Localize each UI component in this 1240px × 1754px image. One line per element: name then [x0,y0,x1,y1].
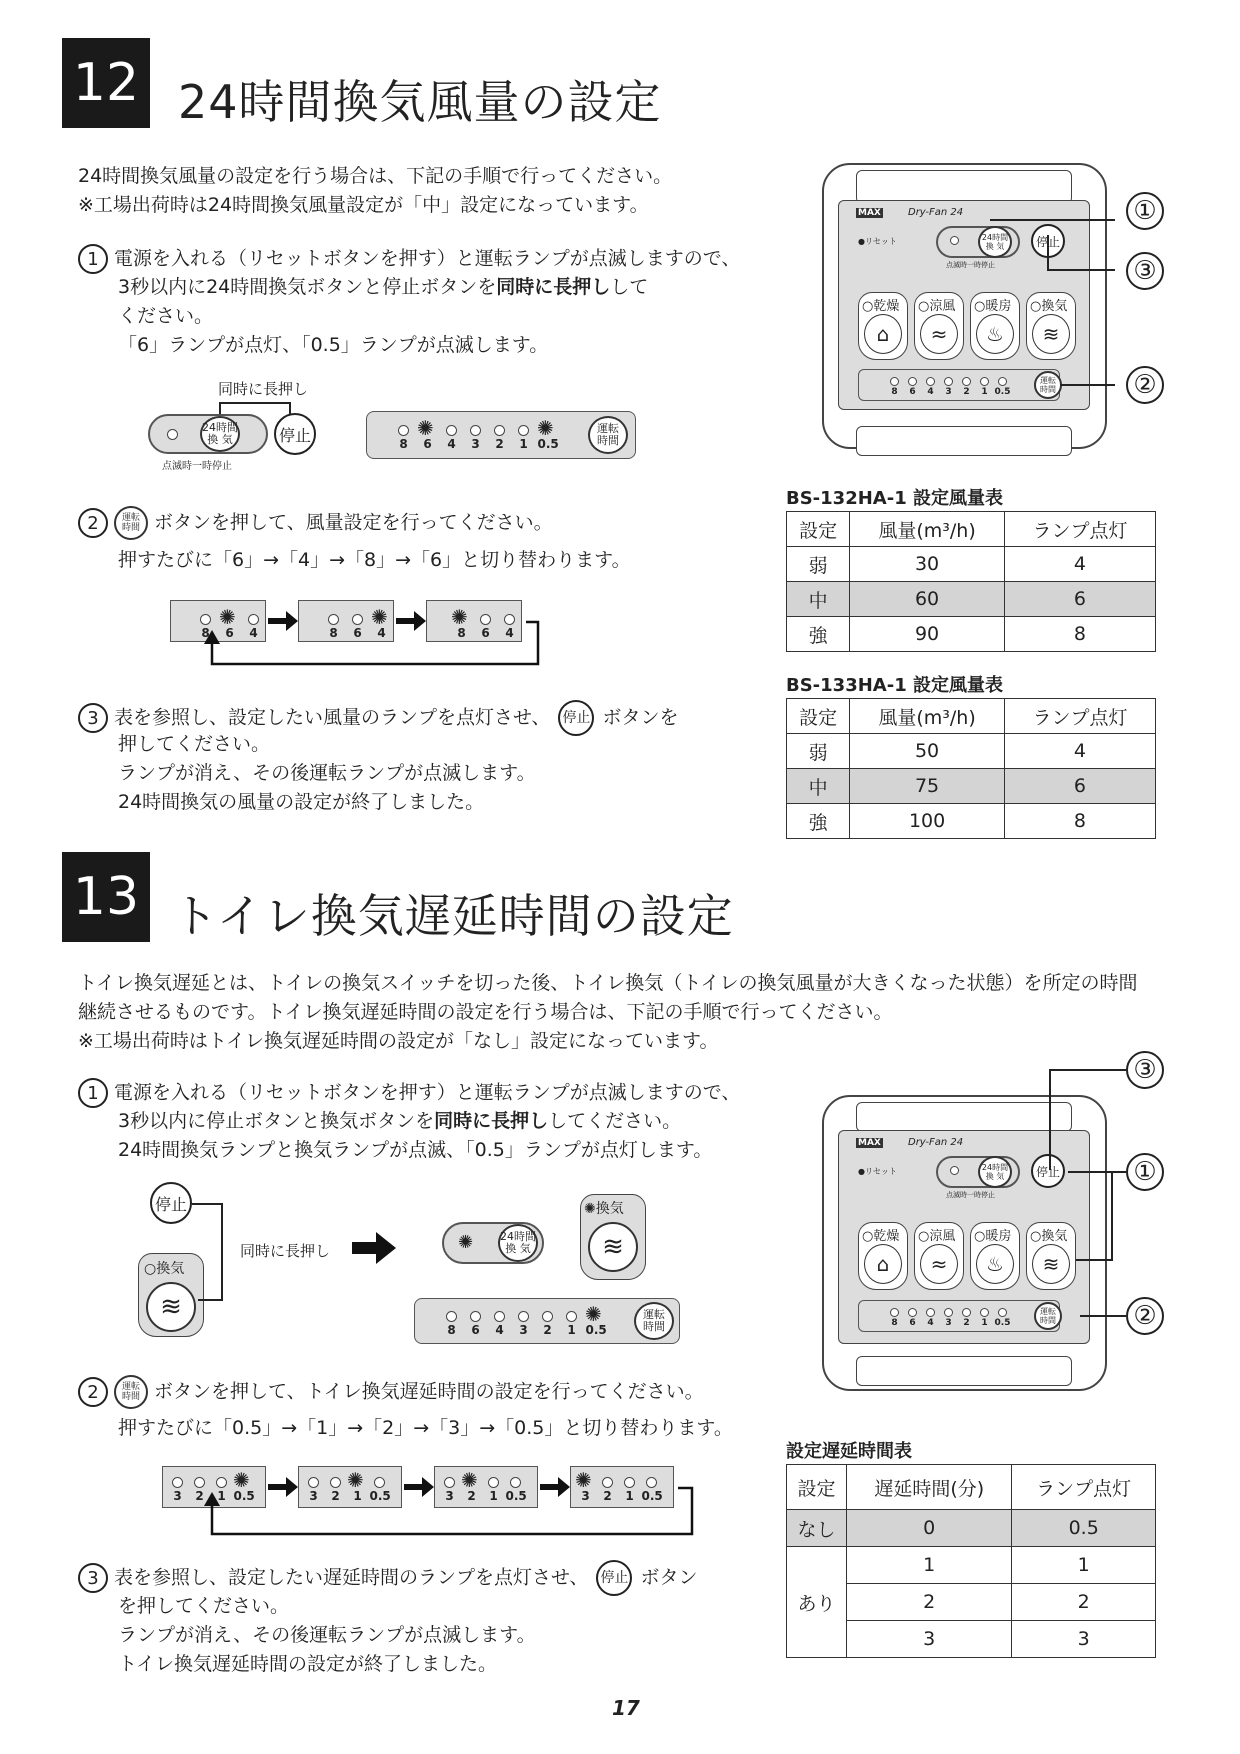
panel-slot-bottom [856,426,1072,456]
step-text: 3秒以内に24時間換気ボタンと停止ボタンを同時に長押しして [118,276,649,298]
lamp-label: 4 [505,626,514,640]
table-title: BS-132HA-1 設定風量表 [786,488,1003,509]
lamp [446,1311,457,1322]
lamp-label: 2 [195,1489,204,1503]
table-cell: 中 [787,582,850,617]
mode-label: ○涼風 [918,299,956,314]
table-cell: 3 [1012,1621,1156,1658]
lamp [944,1308,953,1317]
lamp [998,1308,1007,1317]
lamp-label: 8 [891,1318,898,1328]
lamp-label: 1 [353,1489,362,1503]
lamp-lit-icon: ✺ [537,416,554,440]
lamp-label: 2 [963,387,970,397]
mode-icon: ⌂ [864,1244,902,1284]
lamp [566,1311,577,1322]
runtime-button[interactable]: 運転 時間 [588,416,628,454]
intro-text: トイレ換気遅延とは、トイレの換気スイッチを切った後、トイレ換気（トイレの換気風量が大きくなった状態）を所定の時間 [78,972,1138,994]
lamp-label: 1 [981,387,988,397]
intro-note: ※工場出荷時は24時間換気風量設定が「中」設定になっています。 [78,194,649,216]
mode-icon: ⌂ [864,314,902,354]
callout-3: ③ [1126,1051,1164,1089]
lamp-label: 1 [519,437,528,451]
table-title: BS-133HA-1 設定風量表 [786,675,1003,696]
lamp-lit-icon: ✺ [371,605,388,629]
reset-label: ●リセット [858,1167,897,1176]
lamp-label: 8 [891,387,898,397]
airflow-table-132 [786,511,1156,652]
stop-button[interactable]: 停止 [150,1182,192,1224]
table-row [787,547,1156,582]
lamp-label: 4 [927,387,934,397]
lamp [890,377,899,386]
table-header: ランプ点灯 [1004,512,1155,547]
mode-label: ○換気 [1030,1229,1068,1244]
lamp [980,377,989,386]
table-cell: 6 [1004,769,1155,804]
blink-stop-label: 点滅時一時停止 [946,1191,995,1199]
step-1: 1 電源を入れる（リセットボタンを押す）と運転ランプが点滅しますので、 [78,1078,740,1108]
lamp-label: 6 [225,626,234,640]
table-cell: 強 [787,617,850,652]
lamp-label: 3 [471,437,480,451]
step-text: ランプが消え、その後運転ランプが点滅します。 [118,1624,536,1646]
table-cell: 4 [1004,734,1155,769]
lamp-lit-icon: ✺ [347,1468,364,1492]
table-row [787,804,1156,839]
table-cell: 30 [850,547,1005,582]
btn-24h[interactable]: 24時間 換 気 [200,416,240,452]
intro-text: 継続させるものです。トイレ換気遅延時間の設定を行う場合は、下記の手順で行ってください。 [78,1001,893,1023]
table-row [787,1510,1156,1547]
callout-2: ② [1126,366,1164,404]
lamp-label: 1 [489,1489,498,1503]
step-text: ボタンを押して、風量設定を行ってください。 [154,511,553,534]
lamp [518,425,529,436]
runtime-button[interactable]: 運転 時間 [634,1302,674,1340]
lamp-label: 0.5 [537,437,559,451]
lamp-label: 0.5 [994,1318,1011,1328]
table-cell: あり [787,1547,847,1658]
arrow-icon [352,1232,398,1264]
step-text: 押すたびに「0.5」→「1」→「2」→「3」→「0.5」と切り替わります。 [118,1417,733,1439]
step-text: ランプが消え、その後運転ランプが点滅します。 [118,762,536,784]
lamp [518,1311,529,1322]
lamp-label: 8 [447,1323,456,1337]
table-cell: 弱 [787,734,850,769]
step-1 [78,244,740,274]
table-cell: 0.5 [1012,1510,1156,1547]
intro-note: ※工場出荷時はトイレ換気遅延時間の設定が「なし」設定になっています。 [78,1030,719,1052]
lamp-label: 6 [481,626,490,640]
loop-arrow [200,1480,700,1540]
page-number: 17 [612,1696,640,1720]
lamp [950,236,959,245]
lamp-label: 2 [495,437,504,451]
lamp [542,1311,553,1322]
lamp-label: 1 [981,1318,988,1328]
lamp-label: 0.5 [505,1489,527,1503]
mode-label: ○暖房 [974,1229,1012,1244]
mode-label: ○涼風 [918,1229,956,1244]
btn-24h[interactable]: 24時間 換 気 [978,226,1012,258]
lamp-label: 2 [603,1489,612,1503]
table-cell: 1 [847,1547,1012,1584]
stop-button[interactable]: 停止 [1031,1154,1065,1188]
lamp-lit-icon: ✺ [451,605,468,629]
table-header: 設定 [787,1465,847,1510]
step-3: 3 表を参照し、設定したい風量のランプを点灯させ、 停止 ボタンを [78,700,678,736]
lamp [470,425,481,436]
table-cell: 弱 [787,547,850,582]
table-header: ランプ点灯 [1004,699,1155,734]
stop-icon: 停止 [596,1560,632,1596]
table-cell: 6 [1004,582,1155,617]
step-text: を押してください。 [118,1595,290,1617]
table-cell: 0 [847,1510,1012,1547]
table-cell: 50 [850,734,1005,769]
mode-label: ○乾燥 [862,299,900,314]
lamp [926,377,935,386]
table-cell: なし [787,1510,847,1547]
lamp [494,1311,505,1322]
lamp-label: 4 [927,1318,934,1328]
table-cell: 8 [1004,617,1155,652]
section-number: 13 [62,852,150,942]
kanki-label: ○換気 [144,1261,185,1277]
lamp-label: 0.5 [585,1323,607,1337]
blink-stop-label: 点滅時一時停止 [162,461,232,472]
step-2: 2 運転 時間 ボタンを押して、トイレ換気遅延時間の設定を行ってください。 [78,1375,704,1409]
mode-label: ○換気 [1030,299,1068,314]
step-number: 3 [78,703,108,733]
panel-slot-bottom [856,1356,1072,1386]
mode-icon: ≋ [1032,314,1070,354]
table-row [787,582,1156,617]
table-header: 設定 [787,699,850,734]
runtime-button[interactable]: 運転 時間 [1034,371,1062,399]
step-text: 24時間換気ランプと換気ランプが点滅、「0.5」ランプが点灯します。 [118,1139,713,1161]
table-cell: 強 [787,804,850,839]
table-cell: 75 [850,769,1005,804]
lamp-label: 6 [353,626,362,640]
mode-icon: ≈ [920,314,958,354]
table-header: 設定 [787,512,850,547]
lamp [494,425,505,436]
section-number: 12 [62,38,150,128]
lamp-label: 6 [909,1318,916,1328]
wave-icon: ≋ [146,1282,196,1332]
table-cell: 4 [1004,547,1155,582]
lamp [950,1166,959,1175]
step-text: 24時間換気の風量の設定が終了しました。 [118,791,485,813]
section-title: トイレ換気遅延時間の設定 [172,889,734,943]
lamp [908,377,917,386]
lamp [998,377,1007,386]
simul-label: 同時に長押し [218,380,309,398]
table-header: 遅延時間(分) [847,1465,1012,1510]
step-text: 電源を入れる（リセットボタンを押す）と運転ランプが点滅しますので、 [114,247,741,270]
model-label: Dry-Fan 24 [908,207,964,218]
table-cell: 中 [787,769,850,804]
lamp-label: 3 [945,1318,952,1328]
callout-1: ① [1126,192,1164,230]
lamp-lit-icon: ✺ [417,416,434,440]
mode-label: ○暖房 [974,299,1012,314]
mode-icon: ♨ [976,1244,1014,1284]
stop-button[interactable]: 停止 [274,413,316,455]
callout-3: ③ [1126,252,1164,290]
callout-lines [1040,1050,1140,1340]
table-cell: 2 [847,1584,1012,1621]
step-2 [78,506,553,540]
runtime-button[interactable]: 運転 時間 [1034,1302,1062,1330]
lamp-label: 4 [495,1323,504,1337]
loop-arrow [200,620,540,670]
lamp-label: 8 [201,626,210,640]
lamp-lit-icon: ✺ [585,1302,602,1326]
lamp [470,1311,481,1322]
lamp-lit-icon: ✺ [233,1468,250,1492]
lamp-label: 2 [331,1489,340,1503]
lamp-label: 8 [399,437,408,451]
kanki-label: ✺換気 [584,1201,624,1217]
lamp-label: 4 [249,626,258,640]
model-label: Dry-Fan 24 [908,1137,964,1148]
step-number: 2 [78,508,108,538]
lamp-label: 3 [445,1489,454,1503]
step-text: ください。 [118,305,214,327]
table-cell: 3 [847,1621,1012,1658]
lamp [980,1308,989,1317]
lamp-label: 3 [581,1489,590,1503]
mode-icon: ≋ [1032,1244,1070,1284]
lamp-label: 4 [377,626,386,640]
step-number: 3 [78,1563,108,1593]
bracket-line [192,1200,232,1310]
lamp-label: 0.5 [369,1489,391,1503]
section-title: 24時間換気風量の設定 [178,75,662,129]
table-row [787,1547,1156,1584]
table-cell: 60 [850,582,1005,617]
table-cell: 1 [1012,1547,1156,1584]
delay-table [786,1464,1156,1658]
lamp-label: 0.5 [641,1489,663,1503]
lamp-label: 6 [423,437,432,451]
lamp-label: 2 [543,1323,552,1337]
btn-24h[interactable]: 24時間 換 気 [978,1156,1012,1188]
table-header: 風量(m³/h) [850,512,1005,547]
mode-icon: ≈ [920,1244,958,1284]
lamp-label: 3 [519,1323,528,1337]
blink-stop-label: 点滅時一時停止 [946,261,995,269]
table-cell: 2 [1012,1584,1156,1621]
reset-label: ●リセット [858,237,897,246]
lamp-label: 2 [963,1318,970,1328]
blinking-lamp-icon: ✺ [458,1232,474,1253]
lamp-label: 6 [909,387,916,397]
lamp-label: 8 [329,626,338,640]
step-text: トイレ換気遅延時間の設定が終了しました。 [118,1653,498,1675]
lamp-lit-icon: ✺ [219,605,236,629]
lamp-label: 3 [945,387,952,397]
lamp-label: 0.5 [994,387,1011,397]
mode-label: ○乾燥 [862,1229,900,1244]
intro-text: 24時間換気風量の設定を行う場合は、下記の手順で行ってください。 [78,165,673,187]
lamp-lit-icon: ✺ [461,1468,478,1492]
table-row [787,769,1156,804]
lamp [890,1308,899,1317]
step-number: 1 [78,244,108,274]
brand-logo: MAX [858,1138,881,1148]
step-text: 押してください。 [118,733,271,755]
step-text: 「6」ランプが点灯、「0.5」ランプが点滅します。 [118,334,549,356]
table-cell: 100 [850,804,1005,839]
lamp [962,377,971,386]
lamp [962,1308,971,1317]
lamp [446,425,457,436]
table-cell: 8 [1004,804,1155,839]
lamp-label: 1 [567,1323,576,1337]
step-text: 押すたびに「6」→「4」→「8」→「6」と切り替わります。 [118,549,631,571]
lamp-label: 0.5 [233,1489,255,1503]
lamp-label: 1 [217,1489,226,1503]
lamp-label: 1 [625,1489,634,1503]
airflow-table-133 [786,698,1156,839]
lamp-label: 6 [471,1323,480,1337]
runtime-icon: 運転 時間 [114,506,148,540]
lamp-label: 3 [173,1489,182,1503]
stop-button[interactable]: 停止 [1031,224,1065,258]
lamp [167,429,178,440]
stop-icon: 停止 [558,700,594,736]
btn-24h[interactable]: 24時間 換 気 [498,1224,538,1262]
lamp-label: 2 [467,1489,476,1503]
callout-2: ② [1126,1297,1164,1335]
lamp [908,1308,917,1317]
lamp-label: 8 [457,626,466,640]
table-row [787,734,1156,769]
brand-logo: MAX [858,208,881,218]
step-text: 3秒以内に停止ボタンと換気ボタンを同時に長押ししてください。 [118,1110,682,1132]
step-number: 2 [78,1377,108,1407]
lamp-lit-icon: ✺ [575,1468,592,1492]
lamp [926,1308,935,1317]
lamp [398,425,409,436]
step-3: 3 表を参照し、設定したい遅延時間のランプを点灯させ、 停止 ボタン [78,1560,697,1596]
callout-1: ① [1126,1153,1164,1191]
lamp-label: 3 [309,1489,318,1503]
lamp-label: 4 [447,437,456,451]
runtime-icon: 運転 時間 [114,1375,148,1409]
step-number: 1 [78,1078,108,1108]
table-row [787,617,1156,652]
table-title: 設定遅延時間表 [786,1441,912,1462]
lamp [172,1477,183,1488]
mode-icon: ♨ [976,314,1014,354]
table-header: 風量(m³/h) [850,699,1005,734]
lamp [944,377,953,386]
table-cell: 90 [850,617,1005,652]
table-header: ランプ点灯 [1012,1465,1156,1510]
wave-icon: ≋ [588,1222,638,1272]
simul-label: 同時に長押し [240,1242,331,1260]
